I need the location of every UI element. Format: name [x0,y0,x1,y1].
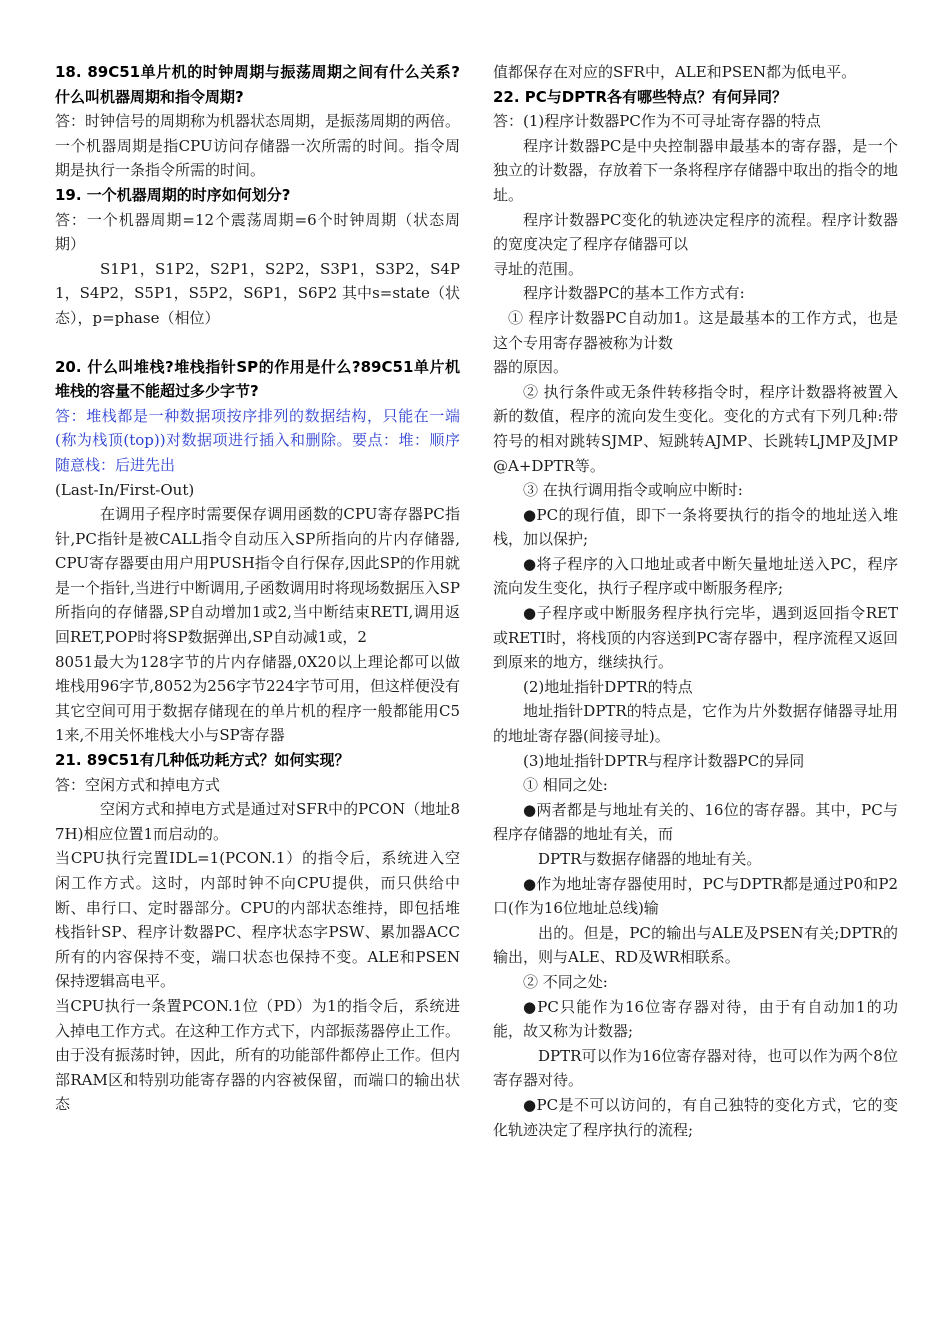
q21-answer: 答：空闲方式和掉电方式 [55,775,221,794]
q21-continuation: 值都保存在对应的SFR中，ALE和PSEN都为低电平。 [493,63,857,81]
q19-heading: 19. 一个机器周期的时序如何划分? [55,185,291,204]
q22-similar-2-cont: 出的。但是，PC的输出与ALE及PSEN有关;DPTR的输出，则与ALE、RD及WR相联系。 [493,923,898,967]
q22-pc-flow: 程序计数器PC变化的轨迹决定程序的流程。程序计数器的宽度决定了程序存储器可以 [493,210,898,254]
q22-different-heading: ② 不同之处: [523,972,608,991]
q22-bullet-entry: ●将子程序的入口地址或者中断矢量地址送入PC，程序流向发生变化，执行子程序或中断服务程序; [493,554,898,598]
q19-states: S1P1，S1P2，S2P1，S2P2，S3P1，S3P2，S4P1，S4P2，S5P1，S5P2，S6P1，S6P2 其中s=state（状态），p=phase（相位） [55,259,460,327]
q22-bullet-return: ●子程序或中断服务程序执行完毕，遇到返回指令RET或RETI时，将栈顶的内容送到PC寄存器中，程序流程又返回到原来的地方，继续执行。 [493,604,898,672]
q21-heading: 21. 89C51有几种低功耗方式？如何实现？ [55,751,350,770]
q20-heading: 20. 什么叫堆栈?堆栈指针SP的作用是什么?89C51单片机堆栈的容量不能超过多少字节? [55,357,460,401]
q21-paragraph-2: 当CPU执行完置IDL=1(PCON.1）的指令后，系统进入空闲工作方式。这时，内部时钟不向CPU提供，而只供给中断、串行口、定时器部分。CPU的内部状态维持，即包括堆栈指针SP、程序计数器PC、程序状态字PSW、累加器ACC所有的内容保持不变，端口状态也保持不变。ALE和PSEN保持逻辑高电平。 [55,849,460,991]
q22-mode-2: ② 执行条件或无条件转移指令时，程序计数器将被置入新的数值，程序的流向发生变化。变化的方式有下列几种:带符号的相对跳转SJMP、短跳转AJMP、长跳转LJMP及JMP @A+DPTR等。 [493,382,898,475]
q19-answer: 答：一个机器周期=12个震荡周期=6个时钟周期（状态周期） [55,210,460,254]
spacer [55,331,460,355]
q22-different-1-cont: DPTR可以作为16位寄存器对待，也可以作为两个8位寄存器对待。 [493,1046,898,1090]
right-column [493,60,898,1142]
q21-paragraph-1: 空闲方式和掉电方式是通过对SFR中的PCON（地址87H)相应位置1而启动的。 [55,800,460,843]
q22-pc-description: 程序计数器PC是中央控制器申最基本的寄存器，是一个独立的计数器，存放着下一条将程序存储器中取出的指令的地址。 [493,136,899,204]
q22-answer-intro: 答：(1)程序计数器PC作为不可寻址寄存器的特点 [493,112,821,131]
q22-similar-2: ●作为地址寄存器使用时，PC与DPTR都是通过P0和P2口(作为16位地址总线)输 [493,874,898,918]
q22-dptr-description: 地址指针DPTR的特点是，它作为片外数据存储器寻址用的地址寄存器(间接寻址)。 [493,702,898,746]
q22-bullet-push: ●PC的现行值，即下一条将要执行的指令的地址送入堆栈，加以保护; [493,505,898,549]
left-column [55,60,460,1117]
q22-different-1: ●PC只能作为16位寄存器对待，由于有自动加1的功能，故又称为计数器; [493,997,898,1041]
q20-answer-highlight: 答：堆栈都是一种数据项按序排列的数据结构，只能在一端(称为栈顶(top))对数据项进行插入和删除。要点：堆：顺序随意栈：后进先出 [55,406,460,474]
q20-lifo: (Last-In/First-Out) [55,480,195,499]
q20-paragraph-1: 在调用子程序时需要保存调用函数的CPU寄存器PC指针,PC指针是被CALL指令自动压入SP所指向的片内存储器,CPU寄存器要由用户用PUSH指令自行保存,因此SP的作用就是一个指针,当进行中断调用,子函数调用时将现场数据压入SP所指向的存储器,SP自动增加1或2,当中断结束RETI,调用返回RET,POP时将SP数据弹出,SP自动减1或，2 [55,505,460,647]
q20-paragraph-2: 8051最大为128字节的片内存储器,0X20以上理论都可以做堆栈用96字节,8052为256字节224字节可用，但这样便没有其它空间可用于数据存储现在的单片机的程序一般都能用C51来,不用关怀堆栈大小与SP寄存器 [55,652,460,745]
q21-paragraph-3: 当CPU执行一条置PCON.1位（PD）为1的指令后，系统进入掉电工作方式。在这种工作方式下，内部振荡器停止工作。由于没有振荡时钟，因此，所有的功能部件都停止工作。但内部RAM区和特别功能寄存器的内容被保留，而端口的输出状态 [55,996,461,1114]
q22-pc-modes-heading: 程序计数器PC的基本工作方式有: [523,284,745,303]
q22-mode-1-cont: 器的原因。 [493,358,569,377]
q22-mode-1: ① 程序计数器PC自动加1。这是最基本的工作方式，也是这个专用寄存器被称为计数 [493,308,898,352]
q22-similar-heading: ① 相同之处: [523,776,608,795]
q22-compare-heading: (3)地址指针DPTR与程序计数器PC的异同 [523,751,805,770]
q18-answer: 答：时钟信号的周期称为机器状态周期，是振荡周期的两倍。一个机器周期是指CPU访问存储器一次所需的时间。指令周期是执行一条指令所需的时间。 [55,112,461,180]
q22-heading: 22. PC与DPTR各有哪些特点？有何异同？ [493,87,788,106]
q22-similar-1: ●两者都是与地址有关的、16位的寄存器。其中，PC与程序存储器的地址有关，而 [493,800,898,844]
q22-different-2: ●PC是不可以访问的，有自己独特的变化方式，它的变化轨迹决定了程序执行的流程; [493,1095,898,1139]
q22-dptr-heading: (2)地址指针DPTR的特点 [523,677,693,696]
q22-pc-range: 寻址的范围。 [493,259,584,278]
q18-heading: 18. 89C51单片机的时钟周期与振荡周期之间有什么关系?什么叫机器周期和指令周期? [55,63,460,106]
q22-mode-3: ③ 在执行调用指令或响应中断时: [523,481,743,500]
q22-similar-1-cont: DPTR与数据存储器的地址有关。 [538,850,762,868]
